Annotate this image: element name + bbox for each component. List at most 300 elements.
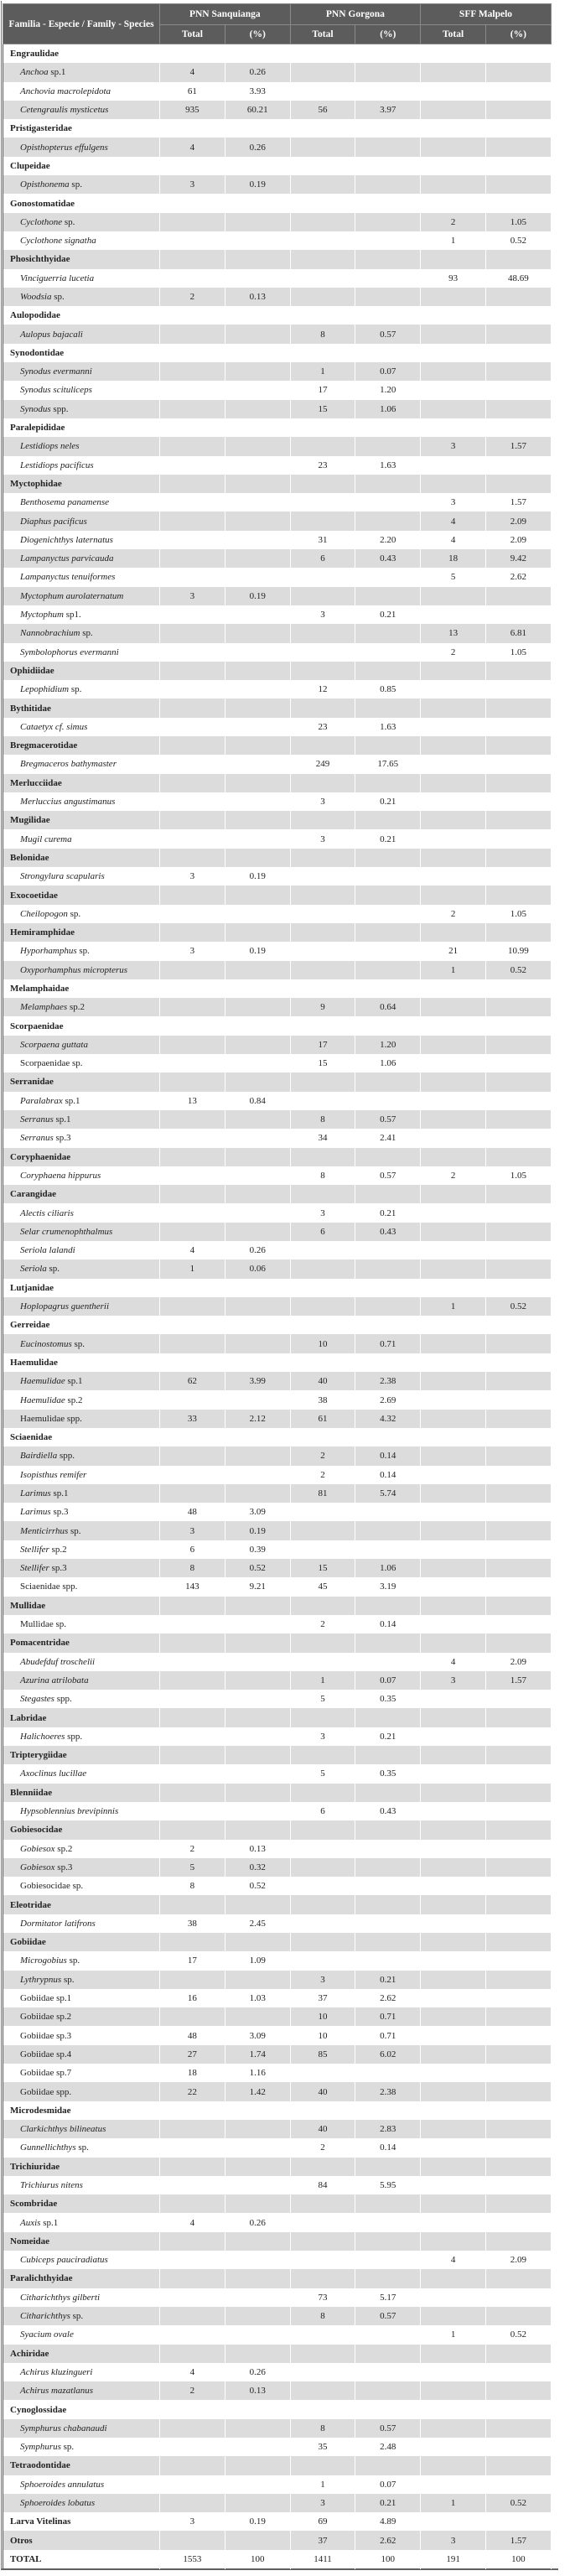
species-name-italic: Auxis xyxy=(20,2217,41,2228)
malpelo-total-cell xyxy=(421,811,486,829)
gorgona-percent-cell xyxy=(355,942,421,960)
species-row xyxy=(3,2363,552,2381)
malpelo-total-cell: 3 xyxy=(421,437,486,455)
species-name-roman: sp.2 xyxy=(49,1544,67,1555)
species-name xyxy=(3,643,160,662)
gorgona-percent-cell: 3.97 xyxy=(355,101,421,119)
sanquianga-total-cell xyxy=(160,1223,225,1241)
malpelo-total-cell xyxy=(421,829,486,848)
malpelo-percent-cell: 2.09 xyxy=(485,512,551,530)
malpelo-percent-cell xyxy=(485,1540,551,1559)
sanquianga-percent-cell xyxy=(225,1316,290,1334)
species-name-roman: sp.1 xyxy=(40,2217,59,2228)
species-name-roman: Gobiidae sp.7 xyxy=(20,2068,72,2079)
family-row xyxy=(3,418,552,437)
gorgona-total-cell xyxy=(290,1746,355,1764)
sanquianga-total-cell xyxy=(160,1072,225,1091)
species-name xyxy=(3,1690,160,1708)
gorgona-percent-cell xyxy=(355,811,421,829)
gorgona-percent-cell xyxy=(355,1241,421,1259)
species-row xyxy=(3,2419,552,2438)
sanquianga-total-cell: 5 xyxy=(160,1858,225,1877)
species-name xyxy=(3,2325,160,2344)
malpelo-total-cell: 3 xyxy=(421,493,486,512)
sanquianga-total-cell xyxy=(160,662,225,680)
sanquianga-total-cell xyxy=(160,2158,225,2176)
family-name: Melamphaidae xyxy=(3,979,160,998)
gorgona-total-cell: 37 xyxy=(290,2531,355,2549)
gorgona-total-cell xyxy=(290,119,355,138)
sanquianga-total-cell xyxy=(160,1334,225,1353)
species-row xyxy=(3,643,552,662)
gorgona-total-cell xyxy=(290,2381,355,2400)
gorgona-total-cell xyxy=(290,437,355,455)
species-name-italic: Alectis ciliaris xyxy=(20,1208,74,1218)
gorgona-total-cell xyxy=(290,1951,355,1970)
gorgona-total-cell: 3 xyxy=(290,792,355,811)
sanquianga-percent-cell: 1.16 xyxy=(225,2064,290,2082)
family-row xyxy=(3,1746,552,1764)
species-row xyxy=(3,2475,552,2494)
sanquianga-percent-cell xyxy=(225,568,290,586)
malpelo-percent-cell xyxy=(485,736,551,755)
species-name-roman: sp.2 xyxy=(65,1394,83,1405)
sanquianga-percent-cell xyxy=(225,1334,290,1353)
sanquianga-total-cell xyxy=(160,1746,225,1764)
gorgona-total-cell xyxy=(290,475,355,493)
species-name-italic: Opisthopterus effulgens xyxy=(20,142,108,153)
gorgona-total-cell: 2 xyxy=(290,1446,355,1465)
species-row xyxy=(3,1110,552,1129)
gorgona-total-cell xyxy=(290,905,355,923)
malpelo-percent-cell xyxy=(485,1971,551,1989)
sanquianga-percent-cell: 0.13 xyxy=(225,288,290,306)
sanquianga-total-cell xyxy=(160,905,225,923)
species-row xyxy=(3,493,552,512)
malpelo-total-cell xyxy=(421,1016,486,1035)
malpelo-percent-cell xyxy=(485,1016,551,1035)
species-name xyxy=(3,1858,160,1877)
gorgona-total-cell xyxy=(290,82,355,101)
species-row xyxy=(3,1410,552,1428)
sanquianga-total-cell: 62 xyxy=(160,1372,225,1390)
sanquianga-total-cell xyxy=(160,344,225,362)
gorgona-percent-cell: 0.43 xyxy=(355,1223,421,1241)
species-name-italic: Cetengraulis mysticetus xyxy=(20,105,109,116)
sanquianga-percent-cell: 2.12 xyxy=(225,1410,290,1428)
sanquianga-percent-cell: 0.52 xyxy=(225,1559,290,1577)
species-row xyxy=(3,1971,552,1989)
gorgona-total-cell xyxy=(290,1933,355,1951)
malpelo-percent-cell xyxy=(485,2120,551,2138)
malpelo-percent-cell xyxy=(485,2007,551,2026)
malpelo-percent-cell xyxy=(485,175,551,194)
sanquianga-total-cell: 33 xyxy=(160,1410,225,1428)
species-name xyxy=(3,1484,160,1503)
gorgona-total-cell xyxy=(290,1895,355,1914)
sanquianga-percent-cell xyxy=(225,755,290,773)
gorgona-percent-cell: 0.21 xyxy=(355,605,421,624)
family-row xyxy=(3,774,552,792)
sanquianga-total-cell xyxy=(160,157,225,175)
summary-label-text: Larva Vitelinas xyxy=(10,2516,71,2527)
malpelo-percent-cell xyxy=(485,2345,551,2363)
sanquianga-percent-cell xyxy=(225,194,290,212)
gorgona-total-cell: 40 xyxy=(290,2120,355,2138)
gorgona-total-cell xyxy=(290,344,355,362)
sanquianga-total-cell xyxy=(160,2232,225,2251)
species-name-italic: Myctophum xyxy=(20,610,64,621)
sanquianga-total-cell xyxy=(160,718,225,736)
sanquianga-total-cell xyxy=(160,418,225,437)
species-name-italic: Lampanyctus parvicauda xyxy=(20,553,114,564)
species-row xyxy=(3,2026,552,2044)
species-name-italic: Aulopus bajacali xyxy=(20,329,83,340)
gorgona-percent-cell: 0.21 xyxy=(355,2494,421,2512)
family-row xyxy=(3,979,552,998)
sanquianga-percent-cell: 0.13 xyxy=(225,1840,290,1858)
species-row xyxy=(3,1503,552,1521)
species-name xyxy=(3,213,160,231)
species-name xyxy=(3,325,160,343)
malpelo-percent-cell: 0.52 xyxy=(485,2325,551,2344)
malpelo-percent-cell xyxy=(485,2419,551,2438)
sanquianga-total-cell xyxy=(160,1895,225,1914)
gorgona-percent-cell: 0.14 xyxy=(355,1615,421,1633)
site-header-gorgona: PNN Gorgona xyxy=(290,4,421,25)
malpelo-total-cell xyxy=(421,194,486,212)
malpelo-total-cell xyxy=(421,1466,486,1484)
family-name: Scorpaenidae xyxy=(3,1016,160,1035)
malpelo-total-cell xyxy=(421,1521,486,1540)
species-name-roman: Sciaenidae spp. xyxy=(20,1581,78,1592)
species-name xyxy=(3,1390,160,1409)
gorgona-total-cell xyxy=(290,1708,355,1727)
malpelo-total-cell: 2 xyxy=(421,905,486,923)
malpelo-total-cell xyxy=(421,2419,486,2438)
family-row xyxy=(3,849,552,867)
sanquianga-total-cell xyxy=(160,1633,225,1652)
sanquianga-percent-cell: 0.19 xyxy=(225,2512,290,2531)
gorgona-total-cell xyxy=(290,1316,355,1334)
malpelo-percent-cell xyxy=(485,811,551,829)
sanquianga-percent-cell xyxy=(225,1428,290,1446)
summary-row xyxy=(3,2550,552,2569)
gorgona-total-cell xyxy=(290,2194,355,2213)
species-name-italic: Serranus xyxy=(20,1133,54,1144)
gorgona-total-cell: 8 xyxy=(290,2307,355,2325)
gorgona-percent-cell: 0.14 xyxy=(355,1466,421,1484)
malpelo-total-cell xyxy=(421,1428,486,1446)
species-name xyxy=(3,1802,160,1820)
species-name-italic: Lepophidium xyxy=(20,684,70,695)
malpelo-percent-cell xyxy=(485,138,551,156)
sanquianga-percent-cell xyxy=(225,1129,290,1147)
malpelo-percent-cell xyxy=(485,2363,551,2381)
gorgona-total-cell xyxy=(290,1784,355,1802)
species-row xyxy=(3,2007,552,2026)
sanquianga-total-cell: 61 xyxy=(160,82,225,101)
malpelo-total-cell xyxy=(421,456,486,475)
sanquianga-percent-cell xyxy=(225,1633,290,1652)
sanquianga-total-cell xyxy=(160,1297,225,1316)
malpelo-percent-cell xyxy=(485,2269,551,2288)
malpelo-percent-cell xyxy=(485,1933,551,1951)
sanquianga-total-cell xyxy=(160,1185,225,1203)
sanquianga-total-cell: 3 xyxy=(160,587,225,605)
malpelo-total-cell xyxy=(421,1633,486,1652)
sanquianga-total-cell xyxy=(160,2438,225,2456)
sanquianga-percent-cell xyxy=(225,662,290,680)
malpelo-total-cell xyxy=(421,1708,486,1727)
sanquianga-total-cell xyxy=(160,400,225,418)
malpelo-percent-cell xyxy=(485,1840,551,1858)
malpelo-total-cell xyxy=(421,923,486,942)
sanquianga-percent-cell xyxy=(225,1727,290,1746)
family-name: Aulopodidae xyxy=(3,306,160,325)
sanquianga-percent-cell xyxy=(225,1784,290,1802)
gorgona-percent-cell xyxy=(355,437,421,455)
malpelo-total-cell xyxy=(421,2512,486,2531)
gorgona-percent-cell: 2.41 xyxy=(355,1129,421,1147)
site-header-malpelo: SFF Malpelo xyxy=(421,4,552,25)
sanquianga-total-cell xyxy=(160,979,225,998)
species-name-roman: sp. xyxy=(62,216,75,227)
species-name xyxy=(3,1203,160,1222)
species-name xyxy=(3,2288,160,2307)
species-name-roman: spp. xyxy=(50,403,69,414)
sanquianga-total-cell xyxy=(160,792,225,811)
gorgona-total-cell xyxy=(290,2400,355,2418)
sanquianga-percent-cell xyxy=(225,44,290,64)
species-name xyxy=(3,2213,160,2231)
summary-row xyxy=(3,2531,552,2549)
sanquianga-total-cell xyxy=(160,1390,225,1409)
species-name xyxy=(3,231,160,250)
gorgona-total-cell xyxy=(290,2325,355,2344)
malpelo-percent-cell: 1.05 xyxy=(485,1166,551,1185)
malpelo-percent-cell xyxy=(485,1784,551,1802)
malpelo-percent-cell: 1.05 xyxy=(485,643,551,662)
malpelo-total-cell xyxy=(421,1559,486,1577)
sanquianga-total-cell xyxy=(160,1036,225,1054)
gorgona-total-cell: 5 xyxy=(290,1764,355,1783)
family-row xyxy=(3,2232,552,2251)
gorgona-total-cell xyxy=(290,288,355,306)
malpelo-percent-cell xyxy=(485,2138,551,2157)
gorgona-percent-cell: 0.07 xyxy=(355,1671,421,1690)
gorgona-percent-cell xyxy=(355,699,421,717)
malpelo-total-cell: 21 xyxy=(421,942,486,960)
sanquianga-percent-cell xyxy=(225,2438,290,2456)
species-name-italic: Seriola lalandi xyxy=(20,1245,75,1256)
summary-label-text: TOTAL xyxy=(10,2553,42,2564)
malpelo-total-cell xyxy=(421,1185,486,1203)
family-name: Paralepididae xyxy=(3,418,160,437)
sanquianga-percent-cell xyxy=(225,1223,290,1241)
malpelo-total-cell: 2 xyxy=(421,213,486,231)
sanquianga-total-cell xyxy=(160,381,225,399)
sanquianga-total-cell xyxy=(160,886,225,904)
malpelo-percent-cell: 0.52 xyxy=(485,1297,551,1316)
gorgona-percent-cell xyxy=(355,138,421,156)
species-name xyxy=(3,1054,160,1072)
gorgona-total-cell: 3 xyxy=(290,1203,355,1222)
gorgona-total-cell xyxy=(290,1858,355,1877)
malpelo-total-cell xyxy=(421,2045,486,2064)
malpelo-percent-cell xyxy=(485,1410,551,1428)
gorgona-percent-cell xyxy=(355,1279,421,1297)
gorgona-percent-cell: 1.63 xyxy=(355,718,421,736)
sanquianga-total-cell xyxy=(160,568,225,586)
table-body xyxy=(3,44,552,2569)
malpelo-percent-cell xyxy=(485,2400,551,2418)
sanquianga-percent-cell xyxy=(225,531,290,549)
gorgona-percent-cell: 4.89 xyxy=(355,2512,421,2531)
malpelo-total-cell xyxy=(421,2007,486,2026)
sanquianga-total-cell: 1 xyxy=(160,1259,225,1278)
species-name xyxy=(3,1727,160,1746)
species-name-roman: sp.1 xyxy=(50,1488,69,1498)
sanquianga-percent-cell xyxy=(225,2419,290,2438)
species-name-italic: Nannobrachium xyxy=(20,628,80,639)
gorgona-percent-cell: 0.21 xyxy=(355,792,421,811)
gorgona-total-cell xyxy=(290,1297,355,1316)
family-row xyxy=(3,344,552,362)
family-row xyxy=(3,250,552,268)
sanquianga-total-cell xyxy=(160,119,225,138)
gorgona-percent-cell: 1.06 xyxy=(355,1559,421,1577)
species-row xyxy=(3,213,552,231)
gorgona-total-cell xyxy=(290,1353,355,1372)
gorgona-total-cell: 17 xyxy=(290,381,355,399)
malpelo-percent-cell xyxy=(485,662,551,680)
gorgona-total-cell: 6 xyxy=(290,1802,355,1820)
family-name: Microdesmidae xyxy=(3,2101,160,2120)
gorgona-total-cell: 38 xyxy=(290,1390,355,1409)
malpelo-percent-cell xyxy=(485,1858,551,1877)
species-row xyxy=(3,2082,552,2101)
species-name-roman: sp. xyxy=(75,2142,89,2153)
sanquianga-percent-cell xyxy=(225,456,290,475)
malpelo-total-cell xyxy=(421,362,486,381)
gorgona-total-cell: 34 xyxy=(290,1129,355,1147)
sanquianga-percent-cell xyxy=(225,1653,290,1671)
malpelo-percent-cell xyxy=(485,1428,551,1446)
species-row xyxy=(3,1297,552,1316)
gorgona-total-cell xyxy=(290,2456,355,2475)
species-row xyxy=(3,867,552,886)
malpelo-total-cell xyxy=(421,63,486,81)
malpelo-percent-cell xyxy=(485,2512,551,2531)
gorgona-percent-cell: 0.57 xyxy=(355,2307,421,2325)
family-row xyxy=(3,2345,552,2363)
malpelo-percent-cell xyxy=(485,2438,551,2456)
malpelo-percent-cell xyxy=(485,1708,551,1727)
gorgona-percent-cell: 2.62 xyxy=(355,2531,421,2549)
family-name: Engraulidae xyxy=(3,44,160,64)
sanquianga-total-cell xyxy=(160,306,225,325)
sanquianga-percent-cell xyxy=(225,2158,290,2176)
malpelo-percent-cell xyxy=(485,381,551,399)
malpelo-percent-cell xyxy=(485,774,551,792)
malpelo-percent-cell xyxy=(485,1597,551,1615)
species-name xyxy=(3,2494,160,2512)
gorgona-percent-cell: 0.57 xyxy=(355,2419,421,2438)
sanquianga-total-cell xyxy=(160,1466,225,1484)
malpelo-total-cell: 1 xyxy=(421,2325,486,2344)
family-name: Bythitidae xyxy=(3,699,160,717)
family-row xyxy=(3,2400,552,2418)
gorgona-total-cell: 9 xyxy=(290,998,355,1016)
species-name-italic: Stegastes xyxy=(20,1694,54,1705)
sanquianga-total-cell xyxy=(160,213,225,231)
malpelo-total-cell xyxy=(421,587,486,605)
sanquianga-total-cell xyxy=(160,1971,225,1989)
family-name: Synodontidae xyxy=(3,344,160,362)
gorgona-percent-cell xyxy=(355,175,421,194)
species-name xyxy=(3,1297,160,1316)
malpelo-total-cell: 93 xyxy=(421,269,486,288)
species-row xyxy=(3,1858,552,1877)
species-name xyxy=(3,512,160,530)
gorgona-total-cell: 2 xyxy=(290,1466,355,1484)
sanquianga-total-cell xyxy=(160,1279,225,1297)
malpelo-percent-cell xyxy=(485,1466,551,1484)
malpelo-percent-cell xyxy=(485,979,551,998)
gorgona-percent-cell: 2.69 xyxy=(355,1390,421,1409)
species-name-italic: Synodus xyxy=(20,403,51,414)
sanquianga-total-cell xyxy=(160,624,225,642)
species-row xyxy=(3,587,552,605)
species-name-italic: Coryphaena hippurus xyxy=(20,1170,101,1181)
species-name xyxy=(3,2363,160,2381)
gorgona-total-cell xyxy=(290,250,355,268)
gorgona-percent-cell xyxy=(355,979,421,998)
species-name-italic: Stellifer xyxy=(20,1563,49,1574)
sanquianga-percent-cell xyxy=(225,269,290,288)
malpelo-total-cell xyxy=(421,1203,486,1222)
site-header-sanquianga: PNN Sanquianga xyxy=(160,4,291,25)
sanquianga-total-cell xyxy=(160,849,225,867)
malpelo-total-cell xyxy=(421,2456,486,2475)
sanquianga-total-cell xyxy=(160,2307,225,2325)
malpelo-total-cell xyxy=(421,1372,486,1390)
malpelo-total-cell xyxy=(421,175,486,194)
sanquianga-total-cell xyxy=(160,44,225,64)
gorgona-total-cell xyxy=(290,175,355,194)
species-name xyxy=(3,175,160,194)
sanquianga-percent-cell xyxy=(225,2475,290,2494)
species-row xyxy=(3,2213,552,2231)
species-name-italic: Gobiesox xyxy=(20,1843,55,1854)
malpelo-total-cell xyxy=(421,1597,486,1615)
gorgona-total-cell xyxy=(290,2345,355,2363)
species-name-italic: Bregmaceros bathymaster xyxy=(20,759,117,770)
gorgona-total-cell xyxy=(290,587,355,605)
gorgona-percent-cell: 0.57 xyxy=(355,1110,421,1129)
gorgona-percent-cell xyxy=(355,1297,421,1316)
gorgona-percent-cell: 3.19 xyxy=(355,1577,421,1596)
species-name-italic: Stellifer xyxy=(20,1544,49,1555)
malpelo-percent-cell xyxy=(485,325,551,343)
species-name-italic: Oxyporhamphus micropterus xyxy=(20,964,128,975)
gorgona-percent-cell: 0.14 xyxy=(355,1446,421,1465)
gorgona-total-cell xyxy=(290,306,355,325)
gorgona-total-cell xyxy=(290,774,355,792)
gorgona-total-cell: 1411 xyxy=(290,2550,355,2569)
species-name xyxy=(3,437,160,455)
